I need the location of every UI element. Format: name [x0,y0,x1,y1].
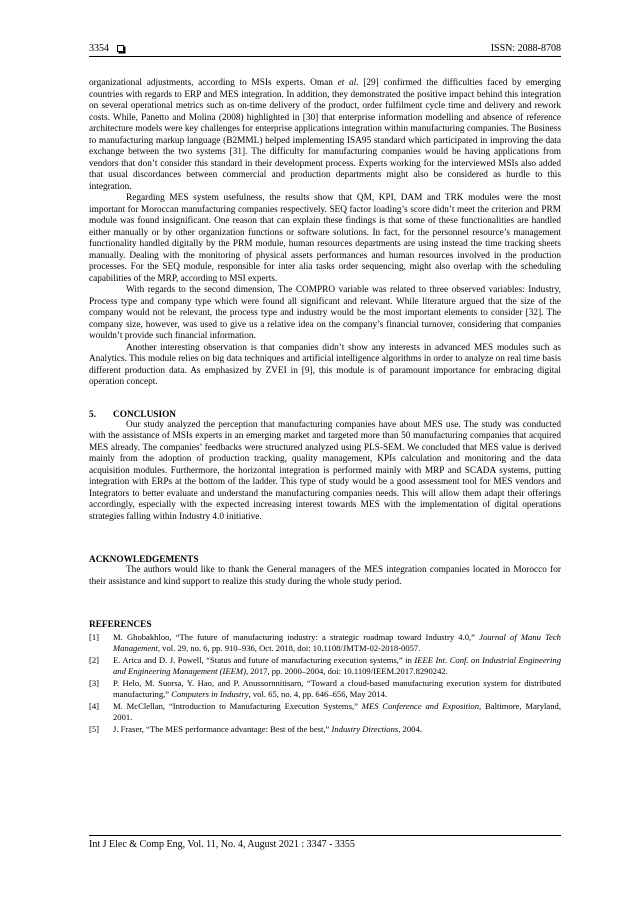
conclusion-text: Our study analyzed the perception that manufacturing companies have about MES use. The study was conducted with the assistance of MSIs experts in an emerging market and targeted more than 50 manufacturing companies that acquired MES already. The companies’ feedbacks were structured analyzed using PLS-SEM. We concluded that MES value is derived mainly from the adoption of production tracking, quality management, KPIs calculation and monitoring and the data acquisition modules. Furthermore, the horizontal integration is performed mainly with MRP and SCADA systems, putting integration with ERPs at the bottom of the ladder. This type of study would be a good assessment tool for MES vendors and Integrators to better evaluate and understand the manufacturing companies needs. This will allow them adapt their offerings accordingly, especially with the expected increasing interest towards MES with the implementation of digital operations strategies falling within Industry 4.0 initiative. [89,419,561,522]
reference-venue: Journal of Manu Tech Management [113,632,561,653]
reference-item [89,678,561,700]
journal-citation: Int J Elec & Comp Eng, Vol. 11, No. 4, August 2021 : 3347 - 3355 [89,839,355,850]
reference-list [89,632,561,735]
reference-text: M. Ghobakhloo, “The future of manufacturing industry: a strategic roadmap toward Industry 4.0,” Journal of Manu Tech Management, vol. 29, no. 6, pp. 910–936, Oct. 2018, doi: 10.1108/JMTM-02-2018-0057. [113,632,561,653]
reference-index: [4] [89,701,100,712]
conclusion-heading [89,410,561,420]
reference-item [89,724,561,735]
reference-venue: MES Conference and Exposition [361,701,480,712]
running-header [89,40,561,57]
references-heading: REFERENCES [89,620,152,630]
box-icon [117,45,124,52]
reference-text: J. Fraser, “The MES performance advantage: Best of the best,” Industry Directions, 2004. [113,724,422,735]
paragraph-2: Regarding MES system usefulness, the results show that QM, KPI, DAM and TRK modules were the most important for Moroccan manufacturing companies respectively. SEQ factor loading’s score didn’t meet the criterion and PRM module was found insignificant. One reason that can explain these findings is that some of these functionalities are handled either manually or by other organization functions or software solutions. In fact, for the personnel resource’s management functionality handled digitally by the PRM module, human resources departments are using instead the time tracking sheets manually. Dealing with the monitoring of physical assets performances and human resources involved in the production processes. For the SEQ module, responsible for inter alia tasks order sequencing, might also overlap with the scheduling capabilities of the MRP, according to MSI experts. [89,193,561,284]
reference-index: [1] [89,632,100,642]
reference-index: [3] [89,678,100,689]
page-number: 3354 [89,42,109,54]
reference-item [89,701,561,723]
reference-venue: Computers in Industry [171,688,249,699]
running-footer [89,835,561,850]
reference-index: [2] [89,655,100,666]
reference-text: E. Arica and D. J. Powell, “Status and future of manufacturing execution systems,” in IEEE Int. Conf. on Industrial Engineering and Engineering Management (IEEM), 2017, pp. 2000–2004, doi: 10.1109/IEEM.2017.8290242. [113,655,562,676]
reference-text: M. McClellan, “Introduction to Manufacturing Execution Systems,” MES Conference and Exposition, Baltimore, Maryland, 2001. [113,701,561,723]
discussion-body [89,78,561,389]
section-title: CONCLUSION [113,409,177,420]
header-left [89,43,124,54]
reference-item [89,632,561,654]
reference-text: P. Helo, M. Suorsa, Y. Hao, and P. Anussornnitisarn, “Toward a cloud-based manufacturing execution system for distributed manufacturing,” Computers in Industry, vol. 65, no. 4, pp. 646–656, May 2014. [113,678,561,699]
paragraph-1: organizational adjustments, according to MSIs experts. Oman et al. [29] confirmed the difficulties faced by emerging countries with regards to ERP and MES integration. In addition, they demonstrated the positive impact behind this integration on several operational metrics such as on-time delivery of the product, order fulfilment cycle time and delivery and rework costs. While, Panetto and Molina (2008) highlighted in [30] that enterprise information modelling and absence of reference architecture models were key challenges for enterprise applications integration within manufacturing companies. The Business to manufacturing markup language (B2MML) helped implementing ISA95 standard which participated in improving the data exchange between the two systems [31]. The difficulty for manufacturing companies would be having applications from vendors that don’t consider this standard in their development process. Experts working for the interviewed MSIs also added that usual discordances between commercial and production departments might also be considered as hurdle to this integration. [89,78,561,192]
reference-item [89,655,561,677]
section-number: 5. [89,409,96,420]
paper-page [89,40,561,890]
issn: ISSN: 2088-8708 [490,42,561,54]
reference-venue: IEEE Int. Conf. on Industrial Engineering and Engineering Management (IEEM) [113,655,562,676]
paragraph-3: With regards to the second dimension, The COMPRO variable was related to three observed variables: Industry, Process type and company type which were found all significant and relevant. While literature argued that the size of the company would not be relevant, the process type and industry would be the most important elements to consider [32]. The company size, however, was used to give us a relative idea on the company’s financial turnover, considering that companies wouldn’t provide such financial information. [89,285,561,341]
paragraph-4: Another interesting observation is that companies didn’t show any interests in advanced MES modules such as Analytics. This module relies on big data techniques and artificial intelligence algorithms in order to analyze on real time basis different production data. As emphasized by ZVEI in [9], this module is of paramount importance for embracing digital operation concept. [89,342,561,387]
acknowledgements-heading: ACKNOWLEDGEMENTS [89,555,199,565]
reference-venue: Industry Directions [331,724,399,735]
acknowledgements-text: The authors would like to thank the General managers of the MES integration companies located in Morocco for their assistance and kind support to realize this study during the whole study period. [89,565,561,587]
reference-index: [5] [89,724,100,735]
